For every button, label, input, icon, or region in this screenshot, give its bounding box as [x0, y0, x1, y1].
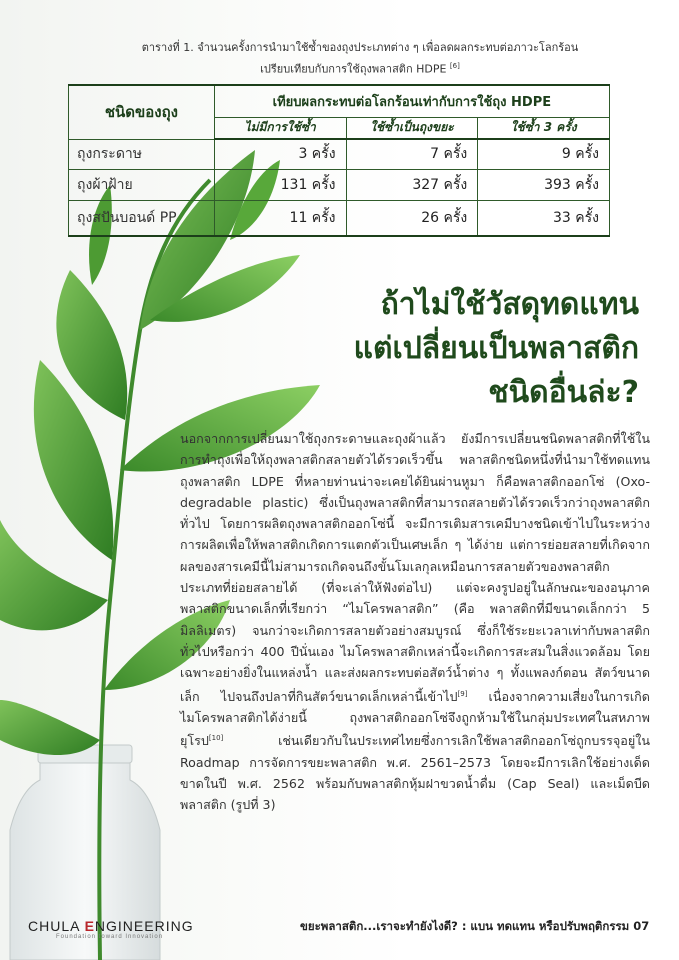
logo-text-e: E — [84, 918, 95, 934]
cell-value: 33 ครั้ง — [478, 200, 610, 236]
cell-value: 9 ครั้ง — [478, 139, 610, 169]
subheader-no-reuse: ไม่มีการใช้ซ้ำ — [214, 117, 346, 139]
table-caption-line1: ตารางที่ 1. จำนวนครั้งการนำมาใช้ซ้ำของถุงประเภทต่าง ๆ เพื่อลดผลกระทบต่อภาวะโลกร้อน — [141, 41, 579, 54]
table-caption-ref: [6] — [449, 62, 460, 70]
row-label-paper: ถุงกระดาษ — [69, 139, 215, 169]
header-group: เทียบผลกระทบต่อโลกร้อนเท่ากับการใช้ถุง HDPE — [214, 85, 609, 117]
cell-value: 393 ครั้ง — [478, 169, 610, 200]
logo-text-pre: CHULA — [28, 918, 85, 934]
ref-10: [10] — [208, 734, 224, 743]
logo-tagline: Foundation toward Innovation — [56, 934, 164, 940]
ref-9: [9] — [457, 689, 468, 698]
row-label-cotton: ถุงผ้าฝ้าย — [69, 169, 215, 200]
subheader-trash-bag: ใช้ซ้ำเป็นถุงขยะ — [346, 117, 478, 139]
cell-value: 3 ครั้ง — [214, 139, 346, 169]
table-row — [69, 169, 610, 200]
cell-value: 7 ครั้ง — [346, 139, 478, 169]
body-paragraph — [180, 428, 650, 816]
cell-value: 26 ครั้ง — [346, 200, 478, 236]
logo-text-post: NGINEERING — [94, 918, 194, 934]
comparison-table — [68, 84, 610, 237]
body-text-part3: เช่นเดียวกับในประเทศไทยซึ่งการเลิกใช้พลาสติกออกโซ่ถูกบรรจุอยู่ใน Roadmap การจัดการขยะพลาสติก พ.ศ. 2561–2573 โดยจะมีการเลิกใช้อย่างเด็ดขาดในปี พ.ศ. 2562 พร้อมกับพลาสติกหุ้มฝาขวดน้ำดื่ม (Cap Seal) และเม็ดบีดพลาสติก (รูปที่ 3) — [180, 733, 650, 813]
cell-value: 327 ครั้ง — [346, 169, 478, 200]
page-footer: ขยะพลาสติก...เราจะทำยังไงดี? : แบน ทดแทน หรือปรับพฤติกรรม 07 — [300, 919, 650, 933]
body-text-part1: นอกจากการเปลี่ยนมาใช้ถุงกระดาษและถุงผ้าแล้ว ยังมีการเปลี่ยนชนิดพลาสติกที่ใช้ในการทำถุงเพื่อให้ถุงพลาสติกสลายตัวได้รวดเร็วขึ้น พลาสติกชนิดหนึ่งที่นำมาใช้ทดแทนถุงพลาสติก LDPE ที่หลายท่านน่าจะเคยได้ยินผ่านหูมา ก็คือพลาสติกออกโซ่ (Oxo-degradable plastic) ซึ่งเป็นถุงพลาสติกที่สามารถสลายตัวได้รวดเร็วกว่าถุงพลาสติกทั่วไป โดยการผลิตถุงพลาสติกออกโซ่นี้ จะมีการเติมสารเคมีบางชนิดเข้าไปในระหว่างการผลิตเพื่อให้พลาสติกเกิดการแตกตัวเป็นเศษเล็ก ๆ ได้ง่าย แต่การย่อยสลายที่เกิดจากผลของสารเคมีนี้ไม่สามารถเกิดจนถึงขั้นโมเลกุลเหมือนการสลายตัวของพลาสติกประเภทที่ย่อยสลายได้ (ที่จะเล่าให้ฟังต่อไป) แต่จะคงรูปอยู่ในลักษณะของอนุภาคพลาสติกขนาดเล็กที่เรียกว่า “ไมโครพลาสติก” (คือ พลาสติกที่มีขนาดเล็กกว่า 5 มิลลิเมตร) จนกว่าจะเกิดการสลายตัวอย่างสมบูรณ์ ซึ่งก็ใช้ระยะเวลาเท่ากับพลาสติกทั่วไปหรือกว่า 400 ปีนั่นเอง ไมโครพลาสติกเหล่านี้จะเกิดการสะสมในสิ่งแวดล้อม โดยเฉพาะอย่างยิ่งในแหล่งน้ำ และส่งผลกระทบต่อสัตว์น้ำต่าง ๆ ทั้งแพลงก์ตอน สัตว์ขนาดเล็ก ไปจนถึงปลาที่กินสัตว์ขนาดเล็กเหล่านี้เข้าไป — [180, 431, 650, 704]
cell-value: 131 ครั้ง — [214, 169, 346, 200]
cell-value: 11 ครั้ง — [214, 200, 346, 236]
header-bag-type: ชนิดของถุง — [69, 85, 215, 139]
table-caption-line2 — [60, 56, 660, 80]
subheader-reuse-3: ใช้ซ้ำ 3 ครั้ง — [478, 117, 610, 139]
body-text-part2: เนื่องจากความเสี่ยงในการเกิดไมโครพลาสติกได้ง่ายนี้ ถุงพลาสติกออกโซ่จึงถูกห้ามใช้ในกลุ่มประเทศในสหภาพยุโรป — [180, 688, 650, 749]
row-label-spunbond: ถุงสปันบอนด์ PP — [69, 200, 215, 236]
heading-line3: ชนิดอื่นล่ะ? — [488, 375, 639, 410]
chula-engineering-logo — [28, 918, 194, 940]
heading-line2: แต่เปลี่ยนเป็นพลาสติก — [353, 331, 639, 366]
table-row — [69, 139, 610, 169]
table-caption-text: เปรียบเทียบกับการใช้ถุงพลาสติก HDPE — [260, 62, 447, 76]
table-row — [69, 200, 610, 236]
heading-line1: ถ้าไม่ใช้วัสดุทดแทน — [380, 287, 639, 322]
